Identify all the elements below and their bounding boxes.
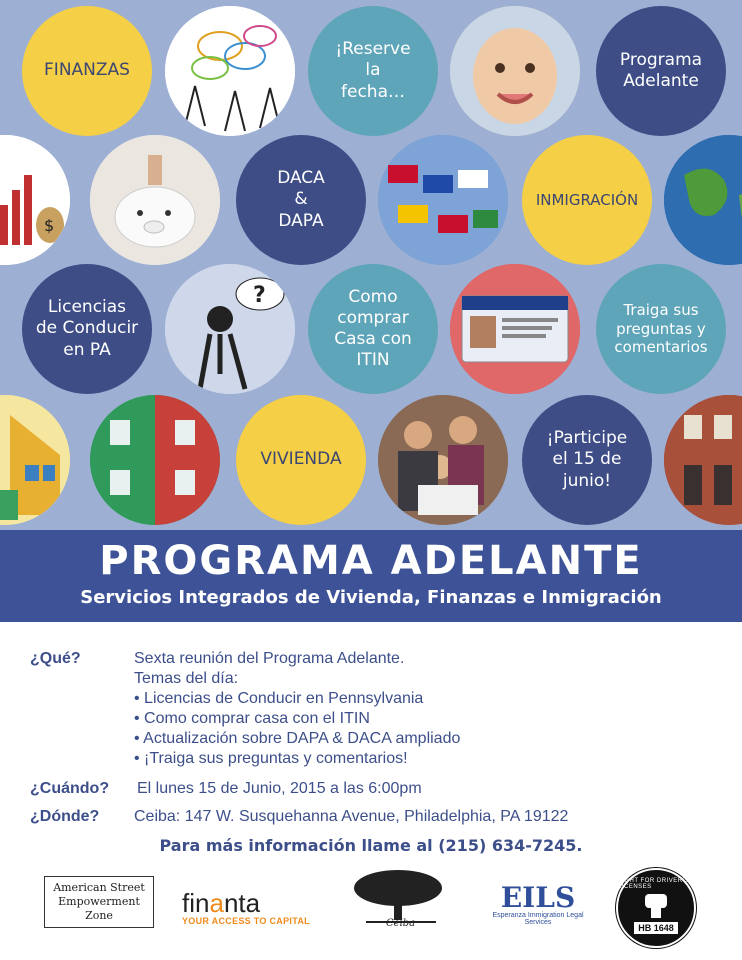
list-item: • Como comprar casa con el ITIN [134,710,370,728]
que-label: ¿Qué? [30,650,81,667]
donde-value: Ceiba: 147 W. Susquehanna Avenue, Philadelphia, PA 19122 [134,808,569,825]
circle-programa-adelante: Programa Adelante [596,6,726,136]
hb-ring-text: FIGHT FOR DRIVER'S LICENSES [618,878,689,890]
eils-name: EILS [500,881,576,914]
ceiba-name: Ceiba [386,918,416,929]
cuando-value: El lunes 15 de Junio, 2015 a las 6:00pm [137,780,422,797]
ceiba-tree-logo [346,866,456,936]
que-value: Sexta reunión del Programa Adelante. [134,650,405,667]
finanta-name: finanta [182,888,261,918]
american-street-empowerment-zone-logo: American Street Empowerment Zone [44,876,154,928]
circle-vivienda: VIVIENDA [236,395,366,525]
page-title: PROGRAMA ADELANTE [99,538,643,584]
circle-licencias: Licencias de Conducir en PA [22,264,152,394]
cuando-label: ¿Cuándo? [30,780,110,797]
eils-logo [488,872,588,928]
donde-label: ¿Dónde? [30,808,100,825]
raised-fist-icon [639,892,673,918]
contact-line: Para más información llame al (215) 634-7245. [159,836,583,855]
hb-label: HB 1648 [634,922,678,934]
finanta-logo [182,890,317,926]
svg-text:?: ? [253,283,266,308]
svg-text:$: $ [44,216,55,235]
tree-icon [346,866,456,926]
circle-daca-dapa: DACA & DAPA [236,135,366,265]
circle-reserve-la-fecha: ¡Reserve la fecha… [308,6,438,136]
circle-comprar-casa: Como comprar Casa con ITIN [308,264,438,394]
list-item: • ¡Traiga sus preguntas y comentarios! [134,750,408,768]
circle-inmigracion: INMIGRACIÓN [522,135,652,265]
eils-subtitle: Esperanza Immigration Legal Services [492,912,584,926]
circle-finanzas: FINANZAS [22,6,152,136]
temas-label: Temas del día: [134,670,239,687]
circle-traiga-preguntas: Traiga sus preguntas y comentarios [596,264,726,394]
finanta-tagline: YOUR ACCESS TO CAPITAL [182,916,310,926]
list-item: • Licencias de Conducir en Pennsylvania [134,690,423,708]
list-item: • Actualización sobre DAPA & DACA ampliado [134,730,460,748]
hb-1648-logo [616,868,696,948]
page-subtitle: Servicios Integrados de Vivienda, Finanzas e Inmigración [80,587,662,608]
circle-participe: ¡Participe el 15 de junio! [522,395,652,525]
